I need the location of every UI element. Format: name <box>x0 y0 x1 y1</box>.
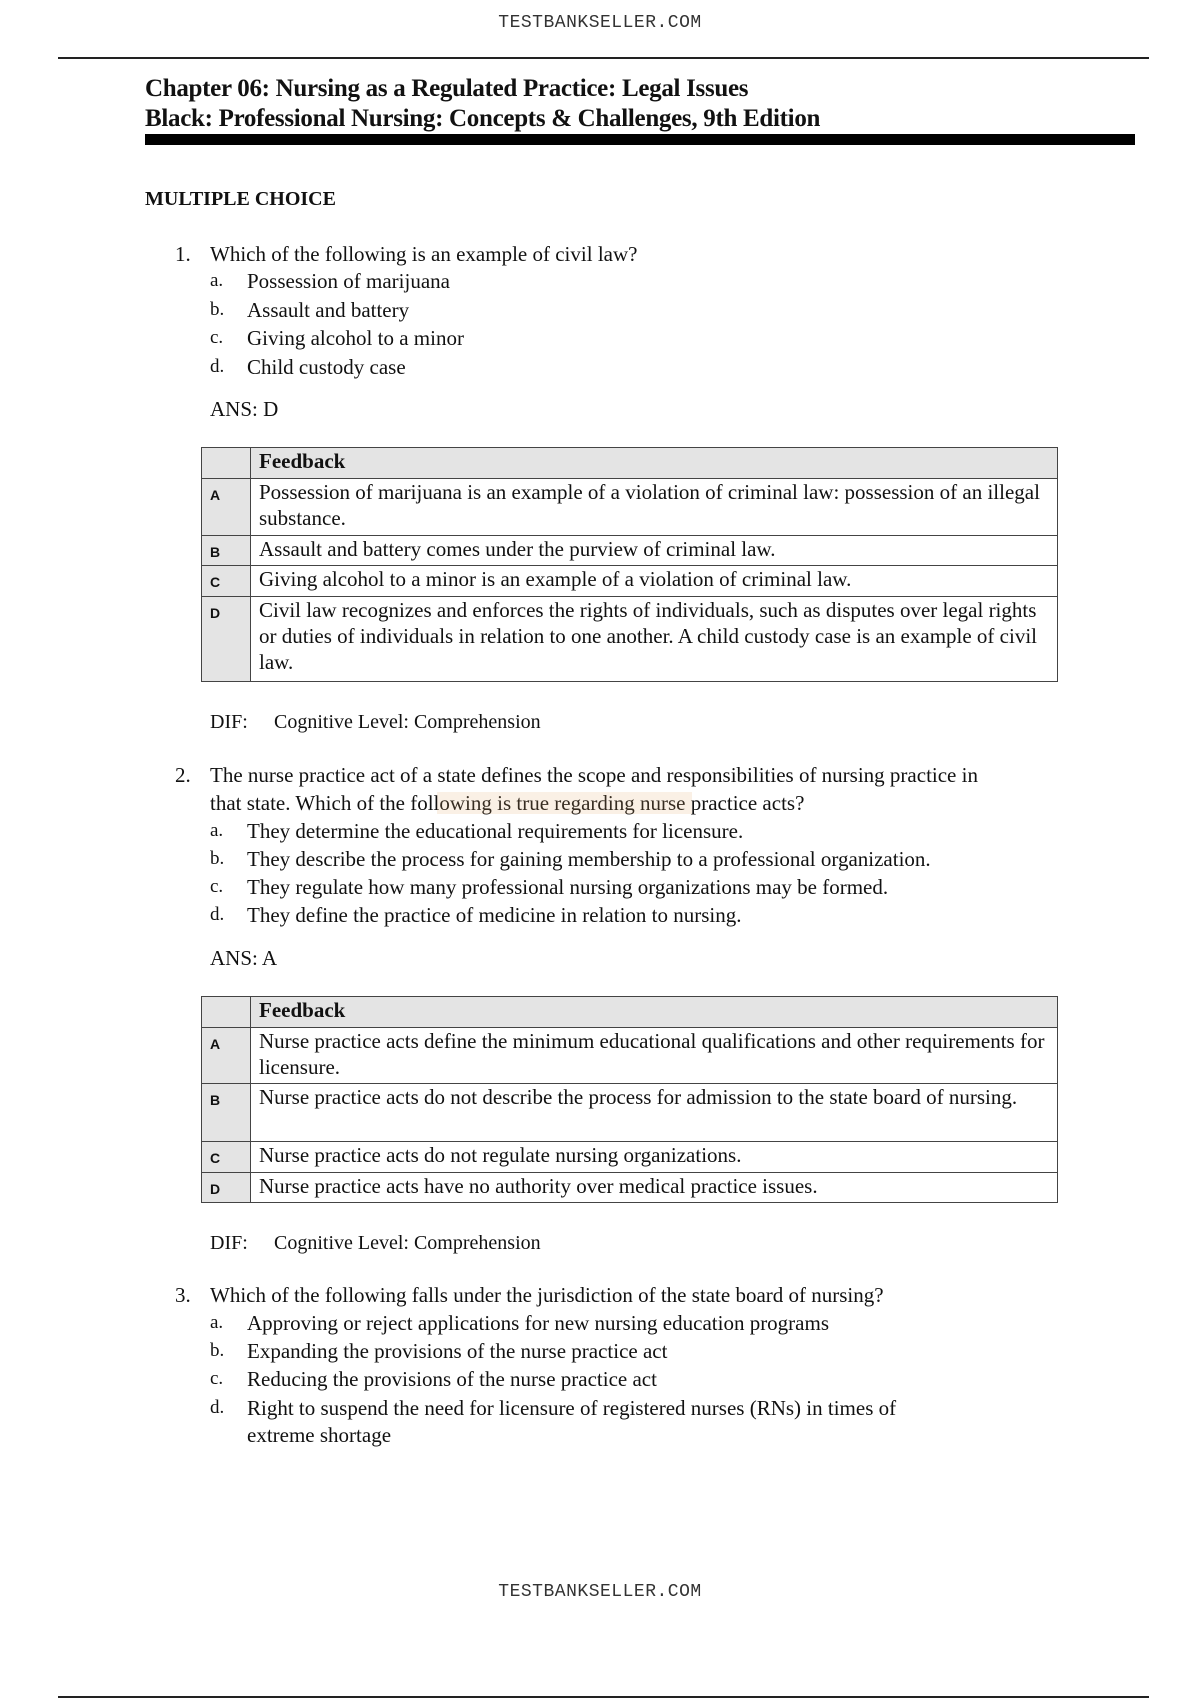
option-letter: d. <box>210 904 225 925</box>
footer-rule <box>58 1696 1149 1698</box>
feedback-header: Feedback <box>251 997 1058 1028</box>
option-text: Expanding the provisions of the nurse practice act <box>247 1339 668 1363</box>
feedback-letter: D <box>202 597 251 682</box>
footer-watermark: TESTBANKSELLER.COM <box>498 1582 702 1602</box>
header-rule <box>58 57 1149 59</box>
difficulty-value: Cognitive Level: Comprehension <box>274 1232 541 1254</box>
feedback-text: Nurse practice acts define the minimum educational qualifications and other requirements for licensure. <box>251 1028 1058 1084</box>
feedback-letter: D <box>202 1173 251 1203</box>
feedback-text: Giving alcohol to a minor is an example of a violation of criminal law. <box>251 566 1058 597</box>
answer: ANS: A <box>210 946 278 970</box>
question-number: 1. <box>175 242 191 266</box>
option-letter: a. <box>210 270 224 291</box>
option-letter: c. <box>210 876 224 897</box>
difficulty-label: DIF: <box>210 1232 248 1254</box>
feedback-table <box>201 447 1058 682</box>
feedback-letter: A <box>202 479 251 536</box>
option-letter: b. <box>210 299 225 320</box>
feedback-text: Civil law recognizes and enforces the rights of individuals, such as disputes over legal rights or duties of individuals in relation to one another. A child custody case is an example of civil law. <box>251 597 1058 682</box>
feedback-text: Nurse practice acts have no authority over medical practice issues. <box>251 1173 1058 1203</box>
option-letter: d. <box>210 1397 225 1418</box>
question-text: Which of the following falls under the jurisdiction of the state board of nursing? <box>210 1283 884 1307</box>
feedback-text: Possession of marijuana is an example of a violation of criminal law: possession of an illegal substance. <box>251 479 1058 536</box>
section-heading: MULTIPLE CHOICE <box>145 188 336 210</box>
option-letter: b. <box>210 1340 225 1361</box>
question-text: Which of the following is an example of civil law? <box>210 242 638 266</box>
feedback-letter: B <box>202 536 251 566</box>
option-letter: a. <box>210 820 224 841</box>
option-letter: c. <box>210 327 224 348</box>
watermark-highlight <box>437 792 692 814</box>
question-text: that state. Which of the following is true regarding nurse practice acts? <box>210 791 805 815</box>
difficulty-value: Cognitive Level: Comprehension <box>274 711 541 733</box>
option-letter: c. <box>210 1368 224 1389</box>
feedback-header: Feedback <box>251 448 1058 479</box>
option-text: Approving or reject applications for new nursing education programs <box>247 1311 830 1335</box>
feedback-text: Nurse practice acts do not describe the process for admission to the state board of nursing. <box>251 1084 1058 1142</box>
option-text: Right to suspend the need for licensure of registered nurses (RNs) in times of <box>247 1396 897 1420</box>
option-text: Possession of marijuana <box>247 269 450 293</box>
feedback-letter: C <box>202 1142 251 1173</box>
option-letter: a. <box>210 1312 224 1333</box>
option-text-continued: extreme shortage <box>247 1423 392 1447</box>
feedback-header-blank <box>202 448 251 479</box>
option-text: Child custody case <box>247 355 406 379</box>
feedback-text: Nurse practice acts do not regulate nursing organizations. <box>251 1142 1058 1173</box>
option-text: They define the practice of medicine in relation to nursing. <box>247 903 742 927</box>
feedback-table <box>201 996 1058 1203</box>
option-text: They describe the process for gaining membership to a professional organization. <box>247 847 931 871</box>
question-number: 2. <box>175 763 191 787</box>
option-letter: b. <box>210 848 225 869</box>
option-text: They regulate how many professional nursing organizations may be formed. <box>247 875 889 899</box>
question-text: The nurse practice act of a state defines the scope and responsibilities of nursing practice in <box>210 763 978 787</box>
option-text: Giving alcohol to a minor <box>247 326 464 350</box>
title-bar <box>145 134 1135 145</box>
header-watermark: TESTBANKSELLER.COM <box>498 13 702 33</box>
difficulty-label: DIF: <box>210 711 248 733</box>
book-title: Black: Professional Nursing: Concepts & Challenges, 9th Edition <box>145 105 821 132</box>
feedback-header-blank <box>202 997 251 1028</box>
option-text: Reducing the provisions of the nurse practice act <box>247 1367 657 1391</box>
chapter-title: Chapter 06: Nursing as a Regulated Practice: Legal Issues <box>145 75 749 102</box>
feedback-text: Assault and battery comes under the purview of criminal law. <box>251 536 1058 566</box>
option-letter: d. <box>210 356 225 377</box>
feedback-letter: A <box>202 1028 251 1084</box>
option-text: They determine the educational requirements for licensure. <box>247 819 744 843</box>
feedback-letter: B <box>202 1084 251 1142</box>
question-number: 3. <box>175 1283 191 1307</box>
option-text: Assault and battery <box>247 298 410 322</box>
feedback-letter: C <box>202 566 251 597</box>
answer: ANS: D <box>210 397 279 421</box>
